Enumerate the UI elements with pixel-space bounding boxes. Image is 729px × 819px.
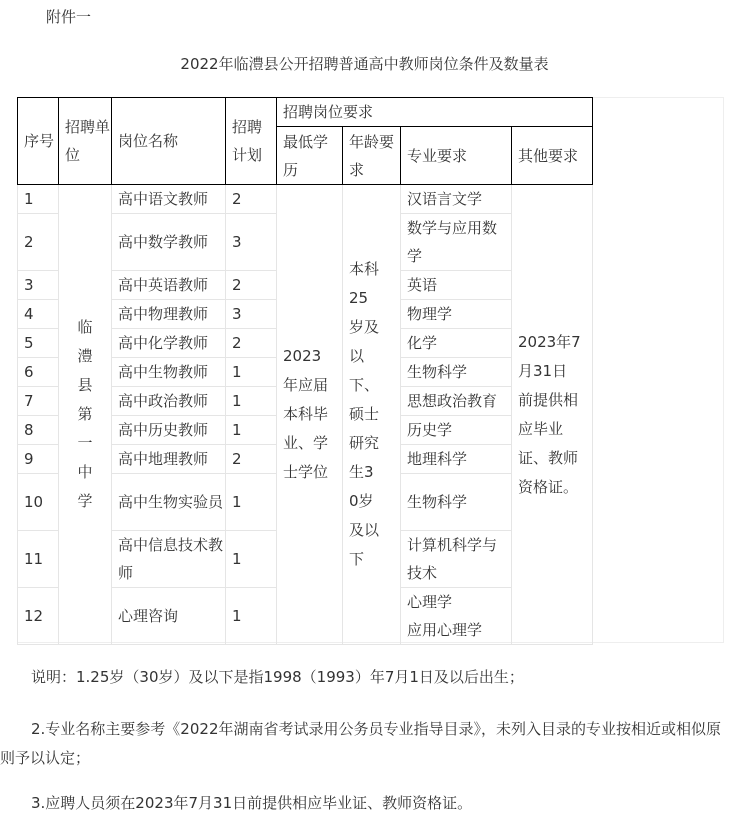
row-plan: 3 <box>226 300 277 329</box>
note-2 <box>0 715 729 773</box>
note-1 <box>0 663 729 692</box>
row-major: 历史学 <box>401 416 512 445</box>
row-position: 高中信息技术教师 <box>112 531 226 588</box>
row-seq: 12 <box>18 588 59 645</box>
row-plan: 1 <box>226 531 277 588</box>
row-seq: 3 <box>18 271 59 300</box>
min-education: 2023年应届本科毕业、学士学位 <box>283 347 329 481</box>
row-major-line1: 心理学 <box>407 593 453 611</box>
row-seq: 9 <box>18 445 59 474</box>
education-cell <box>277 185 343 645</box>
row-major: 地理科学 <box>401 445 512 474</box>
other-cell <box>512 185 593 645</box>
row-position: 高中政治教师 <box>112 387 226 416</box>
header-position-name: 岗位名称 <box>112 98 226 185</box>
header-requirements-group: 招聘岗位要求 <box>277 98 593 127</box>
row-plan: 1 <box>226 387 277 416</box>
row-plan: 2 <box>226 271 277 300</box>
age-cell <box>343 185 401 645</box>
row-position: 高中生物实验员 <box>112 474 226 531</box>
header-plan: 招聘计划 <box>226 98 277 185</box>
note-1-text: 说明：1.25岁（30岁）及以下是指1998（1993）年7月1日及以后出生； <box>31 668 524 686</box>
row-seq: 10 <box>18 474 59 531</box>
row-seq: 5 <box>18 329 59 358</box>
recruiting-unit-cell <box>59 185 112 645</box>
page-title: 2022年临澧县公开招聘普通高中教师岗位条件及数量表 <box>180 55 549 73</box>
row-plan: 1 <box>226 358 277 387</box>
row-seq: 4 <box>18 300 59 329</box>
other-requirement: 2023年7月31日前提供相应毕业证、教师资格证。 <box>518 332 581 496</box>
row-position: 高中物理教师 <box>112 300 226 329</box>
note-2-text: 2.专业名称主要参考《2022年湖南省考试录用公务员专业指导目录》，未列入目录的专业按相近或相似原则予以认定； <box>0 720 721 767</box>
row-seq: 2 <box>18 214 59 271</box>
header-seq: 序号 <box>18 98 59 185</box>
row-seq: 1 <box>18 185 59 214</box>
row-position: 高中化学教师 <box>112 329 226 358</box>
row-seq: 8 <box>18 416 59 445</box>
row-major: 英语 <box>401 271 512 300</box>
row-seq: 7 <box>18 387 59 416</box>
row-plan: 2 <box>226 185 277 214</box>
row-major: 数学与应用数学 <box>401 214 512 271</box>
row-major-line2: 应用心理学 <box>407 621 483 639</box>
row-major <box>401 588 512 645</box>
header-min-education: 最低学历 <box>277 127 343 185</box>
positions-table <box>17 97 593 645</box>
header-major-requirement: 专业要求 <box>401 127 512 185</box>
row-plan: 3 <box>226 214 277 271</box>
row-plan: 1 <box>226 416 277 445</box>
row-seq: 11 <box>18 531 59 588</box>
header-age-requirement: 年龄要求 <box>343 127 401 185</box>
row-position: 心理咨询 <box>112 588 226 645</box>
age-requirement: 本科25岁及以下、硕士研究生30岁及以下 <box>349 260 380 568</box>
header-other-requirement: 其他要求 <box>512 127 593 185</box>
row-seq: 6 <box>18 358 59 387</box>
row-major: 化学 <box>401 329 512 358</box>
row-position: 高中语文教师 <box>112 185 226 214</box>
note-3-text: 3.应聘人员须在2023年7月31日前提供相应毕业证、教师资格证。 <box>31 794 473 812</box>
row-major: 思想政治教育 <box>401 387 512 416</box>
row-major: 汉语言文学 <box>401 185 512 214</box>
attachment-label: 附件一 <box>46 8 92 26</box>
row-plan: 1 <box>226 588 277 645</box>
note-3 <box>0 789 729 818</box>
table-row <box>18 185 593 214</box>
row-position: 高中生物教师 <box>112 358 226 387</box>
row-major: 计算机科学与技术 <box>401 531 512 588</box>
row-position: 高中英语教师 <box>112 271 226 300</box>
row-plan: 2 <box>226 445 277 474</box>
row-plan: 2 <box>226 329 277 358</box>
row-position: 高中历史教师 <box>112 416 226 445</box>
row-major: 生物科学 <box>401 358 512 387</box>
row-position: 高中地理教师 <box>112 445 226 474</box>
row-plan: 1 <box>226 474 277 531</box>
row-major: 物理学 <box>401 300 512 329</box>
recruiting-unit: 临澧县第一中学 <box>77 318 93 510</box>
row-major: 生物科学 <box>401 474 512 531</box>
header-unit: 招聘单位 <box>59 98 112 185</box>
row-position: 高中数学教师 <box>112 214 226 271</box>
